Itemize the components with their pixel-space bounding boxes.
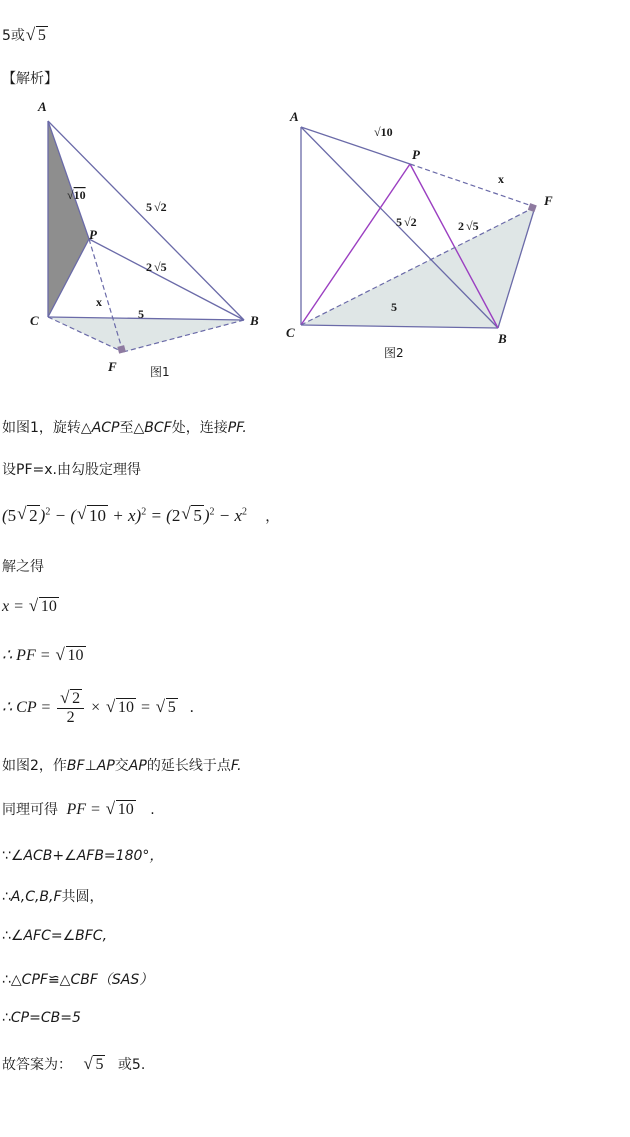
fig2-label-a: A [290, 109, 299, 124]
answer-radical: √ 5 [26, 27, 48, 45]
equation-pf-value: ∴ PF = √ 10 [2, 645, 86, 665]
fig2-label-ap: √10 [374, 125, 393, 139]
fig2-line-ap [301, 127, 410, 164]
line-final-answer: 故答案为： √ 5 或5. [2, 1054, 145, 1074]
fig2-caption: 图2 [384, 346, 404, 360]
fig1-label-f: F [108, 359, 117, 374]
line-rotate-fig1: 如图1，旋转△ACP至△BCF处，连接PF. [2, 420, 247, 436]
line-equal-angles: ∴∠AFC=∠BFC, [2, 928, 108, 944]
fig2-label-pb: 2 √5 [458, 219, 479, 233]
fig1-label-p: P [89, 227, 97, 242]
section-title: 【解析】 [2, 71, 58, 87]
fig1-line-pb [89, 239, 244, 320]
line-congruent: ∴△CPF≌△CBF（SAS） [2, 972, 154, 988]
line-concyclic: ∴A,C,B,F共圆， [2, 889, 104, 905]
fig2-dashed-pf [410, 164, 535, 207]
equation-pythagoras: (5√ 2 )$^2$ − (√ 10 + x)$^2$ = (2√ 5 )$^2 - x^2$ ， [2, 506, 279, 526]
line-similarly: 同理可得 PF = √ 10 . [2, 799, 155, 819]
line-set-pf: 设PF=x.由勾股定理得 [2, 462, 141, 478]
fig2-label-c: C [286, 325, 295, 340]
line-angle-sum: ∵∠ACB+∠AFB=180°， [2, 848, 164, 864]
line-fig2-construct: 如图2，作BF⊥AP交AP的延长线于点F. [2, 758, 242, 774]
fig2-label-p: P [412, 147, 420, 162]
fig1-label-cb: 5 [138, 307, 144, 321]
fig1-label-b: B [250, 313, 259, 328]
fig2-label-f: F [544, 193, 553, 208]
equation-x-value: x = √ 10 [2, 598, 59, 616]
fig1-label-a: A [38, 99, 47, 114]
fig1-shaded-triangle-acp [48, 121, 89, 317]
fig1-label-pf: x [96, 295, 102, 309]
line-solve: 解之得 [2, 559, 44, 575]
fig1-label-ap: √10 [67, 188, 86, 202]
fig2-label-cb: 5 [391, 300, 397, 314]
fig2-label-b: B [498, 331, 507, 346]
fig1-shaded-triangle-bcf [48, 317, 244, 352]
figure-1 [20, 95, 270, 385]
answer-line [2, 25, 48, 45]
fig1-label-pb: 2 √5 [146, 260, 167, 274]
fig2-label-cp: 5 √2 [396, 215, 417, 229]
answer-prefix: 5或 [2, 28, 25, 44]
fig1-caption: 图1 [150, 365, 170, 379]
line-cp-equals-cb: ∴CP=CB=5 [2, 1010, 81, 1026]
fig1-label-c: C [30, 313, 39, 328]
fig1-label-ab: 5 √2 [146, 200, 167, 214]
equation-cp-value: ∴ CP = √ $\frac{2}{2}$ × √ 10 = √ 5 . [2, 690, 194, 727]
fig2-label-pf: x [498, 172, 504, 186]
fig2-shaded-triangle-cbf [301, 207, 535, 328]
figure-2 [282, 108, 572, 363]
